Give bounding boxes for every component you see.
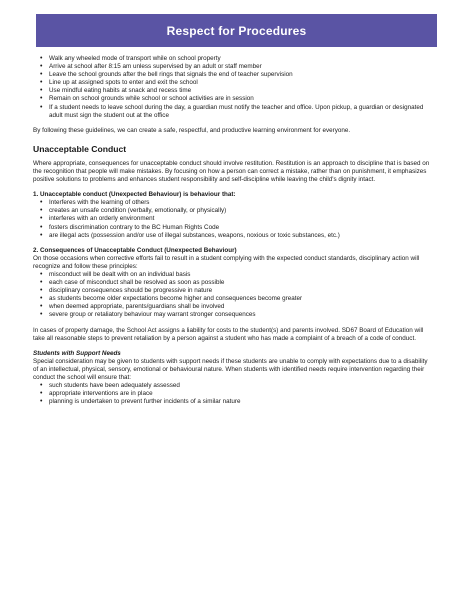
list-item: • planning is undertaken to prevent further incidents of a similar nature [49, 398, 433, 406]
list-item: • Remain on school grounds while school or school activities are in session [49, 95, 433, 103]
support-needs-list [33, 382, 433, 406]
list-item: • as students become older expectations become higher and consequences become greater [49, 295, 433, 303]
section2-intro: On those occasions when corrective efforts fail to result in a student complying with the expected conduct standards, disciplinary action will recognize and follow these principles: [33, 254, 420, 270]
section1-list [33, 199, 433, 239]
list-item: • each case of misconduct shall be resolved as soon as possible [49, 279, 433, 287]
list-item: • severe group or retaliatory behaviour may warrant stronger consequences [49, 311, 433, 319]
procedures-list [33, 55, 433, 120]
list-item: • creates an unsafe condition (verbally, emotionally, or physically) [49, 207, 433, 215]
support-needs-paragraph: Special consideration may be given to students with support needs if these students are unable to comply with expectations due to a disability of an intellectual, physical, sensory, emotional or behavioural nature. When students with identified needs require intervention regarding their conduct the school will ensure that: [33, 357, 428, 381]
list-item: • interferes with an orderly environment [49, 215, 433, 223]
list-item: • Line up at assigned spots to enter and exit the school [49, 79, 433, 87]
list-item: • such students have been adequately assessed [49, 382, 433, 390]
unacceptable-conduct-heading: Unacceptable Conduct [33, 143, 127, 154]
guidelines-closing: By following these guidelines, we can create a safe, respectful, and productive learning environment for everyone. [33, 126, 351, 134]
list-item: • fosters discrimination contrary to the BC Human Rights Code [49, 224, 433, 232]
list-item: • disciplinary consequences should be progressive in nature [49, 287, 433, 295]
list-item: • are illegal acts (possession and/or use of illegal substances, weapons, noxious or toxic substances, etc.) [49, 232, 433, 240]
section1-heading: 1. Unacceptable conduct (Unexpected Behaviour) is behaviour that: [33, 191, 236, 199]
list-item: • when deemed appropriate, parents/guardians shall be involved [49, 303, 433, 311]
list-item: • misconduct will be dealt with on an individual basis [49, 271, 433, 279]
support-needs-heading: Students with Support Needs [33, 349, 121, 357]
list-item: • Leave the school grounds after the bell rings that signals the end of teacher supervision [49, 71, 433, 79]
list-item: • Walk any wheeled mode of transport while on school property [49, 55, 433, 63]
section2-heading: 2. Consequences of Unacceptable Conduct (Unexpected Behaviour) [33, 246, 237, 254]
list-item: • Interferes with the learning of others [49, 199, 433, 207]
list-item: • Arrive at school after 8:15 am unless supervised by an adult or staff member [49, 63, 433, 71]
section-banner [36, 14, 437, 47]
section2-list [33, 271, 433, 320]
list-item: • If a student needs to leave school during the day, a guardian must notify the teacher and office. Upon pickup, a guardian or designated adult must sign the student out at the office [49, 104, 433, 120]
list-item: • appropriate interventions are in place [49, 390, 433, 398]
banner-title: Respect for Procedures [166, 23, 307, 38]
list-item: • Use mindful eating habits at snack and recess time [49, 87, 433, 95]
property-damage-paragraph: In cases of property damage, the School Act assigns a liability for costs to the student(s) and parents involved. SD67 Board of Education will take all reasonable steps to prevent retaliation by a person against a student who has made a complaint of a breach of a code of conduct. [33, 326, 424, 342]
restitution-paragraph: Where appropriate, consequences for unacceptable conduct should involve restitution. Restitution is an approach to discipline that is based on the recognition that people will make mistakes. By focusing on how a person can correct a mistake, rather than on punishment, it emphasizes positive solutions to problems and enhances student responsibility and self-discipline while leaving the child's dignity intact. [33, 159, 430, 184]
